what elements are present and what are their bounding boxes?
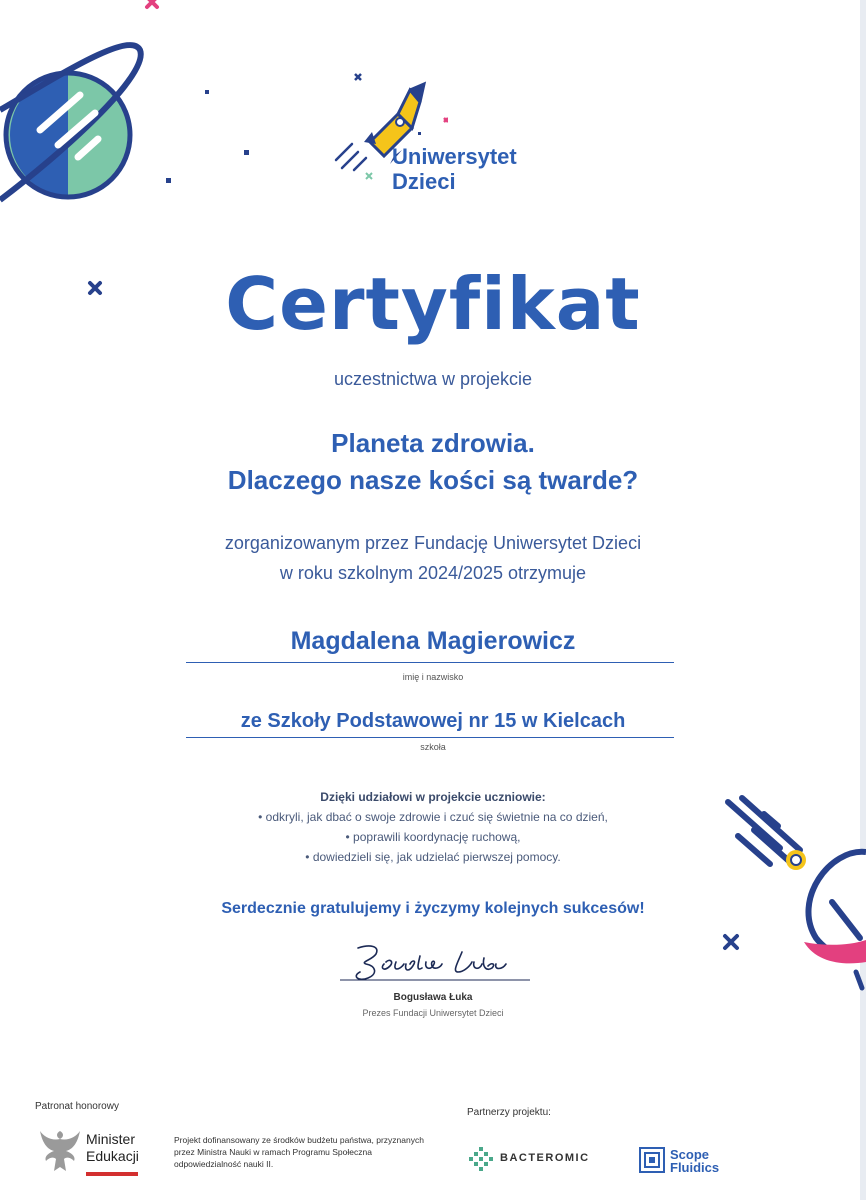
minister-line2: Edukacji xyxy=(86,1148,139,1164)
name-caption: imię i nazwisko xyxy=(402,672,464,682)
project-title-line1: Planeta zdrowia. xyxy=(331,428,535,458)
school-caption: szkoła xyxy=(420,742,446,752)
cross-decoration-icon xyxy=(144,0,160,10)
project-title-line2: Dlaczego nasze kości są twarde? xyxy=(227,465,639,495)
signatory-role: Prezes Fundacji Uniwersytet Dzieci xyxy=(362,1008,504,1018)
minister-line1: Minister xyxy=(86,1131,136,1147)
logo-wordmark xyxy=(392,144,517,194)
page-edge xyxy=(860,0,866,1200)
logo-line2: Dzieci xyxy=(392,169,456,194)
minister-label xyxy=(86,1131,139,1165)
organizer-line2: w roku szkolnym 2024/2025 otrzymuje xyxy=(279,563,587,583)
partners-label: Partnerzy projektu: xyxy=(467,1107,551,1118)
cross-decoration-icon xyxy=(722,933,740,951)
school-name: ze Szkoły Podstawowej nr 15 w Kielcach xyxy=(240,710,626,732)
bacteromic-logo xyxy=(468,1146,494,1172)
scope-line2: Fluidics xyxy=(670,1160,720,1175)
organizer-text xyxy=(0,528,866,588)
logo-line1: Uniwersytet xyxy=(392,144,517,169)
organizer-line1: zorganizowanym przez Fundację Uniwersytet Dzieci xyxy=(224,533,642,553)
benefit-item: • dowiedzieli się, jak udzielać pierwszej pomocy. xyxy=(305,850,561,864)
handwritten-signature xyxy=(340,938,530,990)
benefit-item: • odkryli, jak dbać o swoje zdrowie i czuć się świetnie na co dzień, xyxy=(258,810,608,824)
patronage-label: Patronat honorowy xyxy=(35,1101,119,1112)
benefits-heading: Dzięki udziałowi w projekcie uczniowie: xyxy=(320,790,546,804)
funding-note: Projekt dofinansowany ze środków budżetu państwa, przyznanych przez Ministra Nauki w ramach Programu Społeczna odpowiedzialność nauki II. xyxy=(174,1135,424,1169)
school-underline xyxy=(186,737,674,738)
partner-bacteromic: BACTEROMIC xyxy=(500,1152,590,1164)
dot-decoration xyxy=(244,150,249,155)
dot-decoration xyxy=(205,90,209,94)
cross-decoration-icon xyxy=(365,172,373,180)
certificate-subtitle: uczestnictwa w projekcie xyxy=(333,369,533,389)
flag-bar xyxy=(86,1170,138,1176)
congratulations-text: Serdecznie gratulujemy i życzymy kolejnych sukcesów! xyxy=(221,900,645,917)
benefit-item: • poprawili koordynację ruchową, xyxy=(345,830,521,844)
partner-scope-fluidics xyxy=(670,1148,719,1174)
name-underline xyxy=(186,662,674,663)
recipient-name: Magdalena Magierowicz xyxy=(290,627,576,655)
dot-decoration xyxy=(166,178,171,183)
satellite-icon xyxy=(720,790,866,1000)
scope-line1: Scope xyxy=(670,1147,710,1162)
planet-icon xyxy=(0,35,160,235)
eagle-emblem xyxy=(38,1127,82,1177)
scope-fluidics-logo xyxy=(638,1146,666,1174)
project-title xyxy=(0,425,866,499)
certificate-title: Certyfikat xyxy=(225,262,641,346)
signatory-name: Bogusława Łuka xyxy=(393,992,473,1003)
